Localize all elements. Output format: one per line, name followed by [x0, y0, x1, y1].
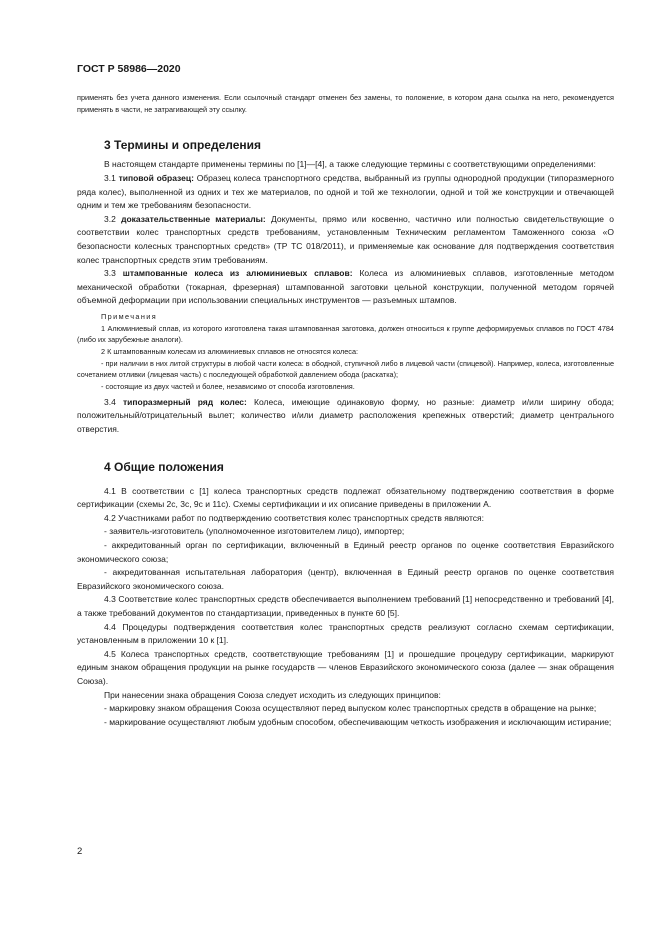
term-3-2: [77, 213, 614, 267]
page-content: [77, 92, 614, 729]
section-3-intro: В настоящем стандарте применены термины по [1]—[4], а также следующие термины с соответствующими определениями:: [104, 159, 596, 170]
note-1: 1 Алюминиевый сплав, из которого изготовлена такая штампованная заготовка, должен относиться к группе деформируемых сплавов по ГОСТ 4784 (либо их зарубежные аналоги).: [77, 323, 614, 345]
standard-header: ГОСТ Р 58986—2020: [77, 63, 181, 75]
term-3-2-name: доказательственные материалы:: [121, 213, 266, 224]
note-2: 2 К штампованным колесам из алюминиевых сплавов не относятся колеса:: [101, 347, 359, 357]
principle-2: - маркирование осуществляют любым удобным способом, обеспечивающим четкость изображения и исключающим истирание;: [104, 716, 612, 727]
page-number: 2: [77, 846, 83, 857]
term-3-1-name: типовой образец:: [118, 173, 194, 183]
clause-4-2: 4.2 Участниками работ по подтверждению соответствия колес транспортных средств являются:: [104, 512, 484, 523]
term-3-2-def: Документы, прямо или косвенно, частично или полностью свидетельствующие о соответствии колес транспортных средств требованиям, установленным Техническим регламентом Таможенного союза «О безопасности колесных транспортных средств» (ТР ТС 018/2011), и применяемые как основание для подтверждения соответствия колес транспортных средств этим требованиям.: [77, 213, 614, 265]
term-3-3-name: штампованные колеса из алюминиевых сплавов:: [122, 268, 353, 279]
term-3-1: [77, 172, 614, 213]
term-3-1-def: Образец колеса транспортного средства, выбранный из группы однородной продукции (типоразмерного ряда колес), выполненной из одних и тех же материалов, по одной и той же технологии, одной и той же конструкции и отвечающей одним и тем же требованиям безопасности.: [77, 173, 614, 211]
notes-title: Примечания: [101, 311, 158, 321]
term-3-3: [77, 267, 614, 308]
intro-continuation: применять без учета данного изменения. Если ссылочный стандарт отменен без замены, то положение, в котором дана ссылка на него, рекомендуется применять в части, не затрагивающей эту ссылку.: [77, 93, 614, 114]
section-3-title: 3 Термины и определения: [104, 138, 262, 153]
clause-4-2-item-2: - аккредитованный орган по сертификации, включенный в Единый реестр органов по оценке соответствия Евразийского экономического союза;: [77, 540, 614, 564]
principles-intro: При нанесении знака обращения Союза следует исходить из следующих принципов:: [104, 689, 441, 700]
term-3-3-def: Колеса из алюминиевых сплавов, изготовленные методом механической обработки (токарная, фрезерная) штампованной заготовки цельной конструкции, полученной методом горячей объемной деформации при использовании специальных инструментов — разъемных штампов.: [77, 268, 614, 306]
clause-4-1: 4.1 В соответствии с [1] колеса транспортных средств подлежат обязательному подтверждению соответствия в форме сертификации (схемы 2с, 3с, 9с и 11с). Схемы сертификации и их описание приведены в приложении А.: [77, 485, 614, 510]
clause-4-4: 4.4 Процедуры подтверждения соответствия колес транспортных средств реализуют согласно схемам сертификации, установленным в приложении 10 к [1].: [77, 621, 614, 646]
term-3-1-num: 3.1: [104, 173, 116, 183]
term-3-4-name: типоразмерный ряд колес:: [122, 396, 247, 407]
term-3-4-def: Колеса, имеющие одинаковую форму, но разные: диаметр и/или ширину обода; положительный/отрицательный вылет; количество и/или диаметр расположения крепежных отверстий; диаметр центрального отверстия.: [77, 396, 614, 435]
notes-block: [77, 311, 614, 393]
term-3-2-num: 3.2: [104, 213, 116, 224]
clause-4-3: 4.3 Соответствие колес транспортных средств обеспечивается выполнением требований [1] непосредственно и требований [4], а также требований документов по стандартизации, приведенных в пункте 60 [5].: [77, 594, 614, 618]
section-4-title: 4 Общие положения: [104, 459, 224, 474]
note-2-item-2: - состоящие из двух частей и более, независимо от способа изготовления.: [101, 382, 355, 392]
term-3-4: [77, 396, 614, 437]
principle-1: - маркировку знаком обращения Союза осуществляют перед выпуском колес транспортных средств в обращение на рынке;: [104, 703, 597, 714]
note-2-item-1: - при наличии в них литой структуры в любой части колеса: в ободной, ступичной либо в лицевой части (спицевой). Например, колеса, изготовленные сочетанием отливки (лицевая часть) с последующей обработкой давлением обода (раскатка);: [77, 358, 615, 380]
term-3-4-num: 3.4: [104, 396, 116, 407]
clause-4-2-item-3: - аккредитованная испытательная лаборатория (центр), включенная в Единый реестр органов по оценке соответствия Евразийского экономического союза.: [77, 567, 614, 591]
clause-4-5: 4.5 Колеса транспортных средств, соответствующие требованиям [1] и прошедшие процедуру сертификации, маркируют единым знаком обращения продукции на рынке государств — членов Евразийского экономического союза (далее — знак обращения Союза).: [77, 648, 614, 686]
clause-4-2-item-1: - заявитель-изготовитель (уполномоченное изготовителем лицо), импортер;: [104, 526, 405, 537]
term-3-3-num: 3.3: [104, 268, 116, 279]
